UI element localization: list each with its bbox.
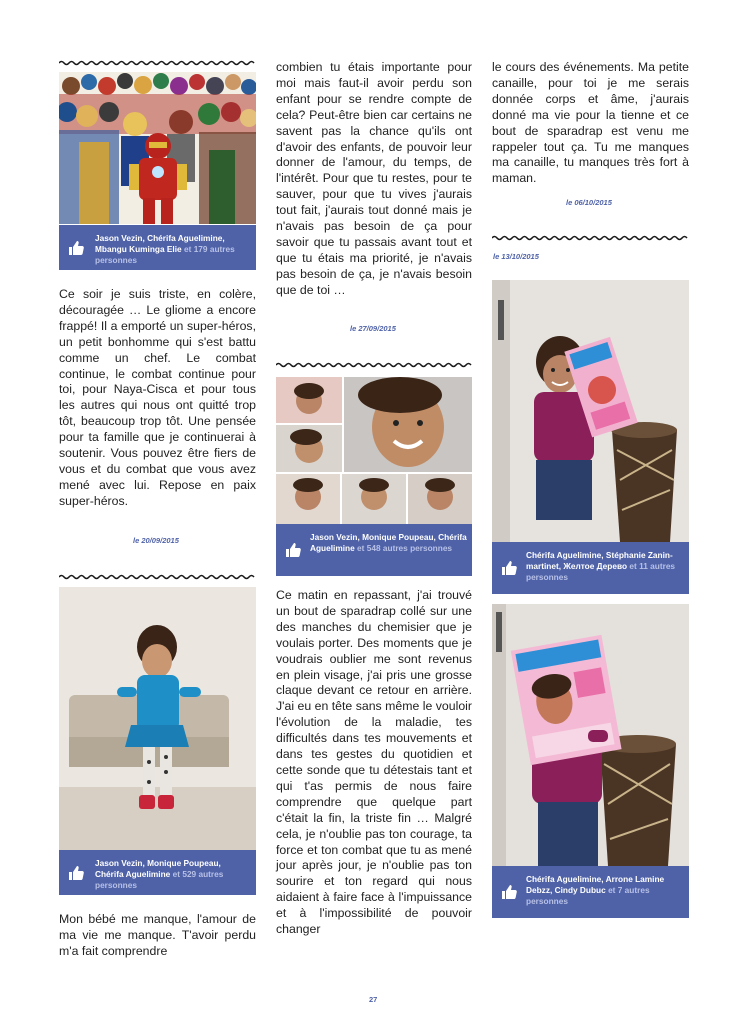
thumbs-up-icon xyxy=(67,239,85,257)
likes-names: Jason Vezin, Monique Poupeau, Chérifa Aguelimine xyxy=(310,532,467,553)
page-number: 27 xyxy=(369,995,378,1004)
likes-bar xyxy=(59,850,256,895)
likes-names: Jason Vezin, Chérifa Aguelimine, Mbangu Kuminga Elie xyxy=(95,233,225,254)
post-text-continued: le cours des événements. Ma petite canaille, pour toi je me serais donnée corps et âme, j'aurais donné ma vie pour la tienne et ce bout de sparadrap est venu me rappeler tout ça. Tu me manques ma canaille, tu manques très fort à maman. xyxy=(492,60,689,186)
child-with-book-photo xyxy=(492,280,689,542)
post-date: le 27/09/2015 xyxy=(350,324,396,333)
divider-wave xyxy=(59,60,256,66)
thumbs-up-icon xyxy=(500,559,518,577)
likes-count: 11 autres personnes xyxy=(526,561,676,582)
child-standing-photo xyxy=(59,587,256,850)
superhero-photo xyxy=(59,72,256,224)
thumbs-up-icon xyxy=(284,541,302,559)
photo-collage xyxy=(276,377,472,524)
likes-bar xyxy=(59,225,256,270)
likes-bar xyxy=(492,866,689,918)
likes-connector: et xyxy=(183,244,192,254)
likes-connector: et xyxy=(608,885,616,895)
likes-connector: et xyxy=(629,561,637,571)
post-date: le 06/10/2015 xyxy=(566,198,612,207)
likes-bar xyxy=(492,542,689,594)
divider-wave xyxy=(276,362,472,368)
likes-count: 7 autres personnes xyxy=(526,885,650,906)
likes-count: 179 autres personnes xyxy=(95,244,235,265)
thumbs-up-icon xyxy=(67,864,85,882)
post-text: Ce matin en repassant, j'ai trouvé un bout de sparadrap collé sur une des manches du chemisier que je voulais porter. Des moments que je voudrais oublier me sont revenus en plein visage, j'ai pris une grosse claque devant ce retour en arrière. J'ai eu en tête sans même le vouloir l'évolution de la maladie, tes difficultés dans tes mouvements et dans tes gestes du quotidien et cette sonde que tu détestais tant et qui t'as permis de nous faire comprendre que quelque part c'était la fin, la triste fin … Malgré cela, je n'oublie pas ton courage, ta force et ton combat que tu as mené jour après jour, je n'oublie pas ton sourire et ton regard qui nous aidaient à faire face à l'impuissance et à l'impossibilité de pouvoir changer xyxy=(276,588,472,937)
likes-bar xyxy=(276,524,472,576)
post-text-continued: combien tu étais importante pour moi mais faut-il avoir perdu son enfant pour se rendre compte de cela? Peut-être bien car certains ne savent pas la chance qu'ils ont d'avoir des enfants, de pouvoir leur donner de l'amour, du temps, de l'intérêt. Pour que tu restes, pour te sauver, pour que tu vives j'aurais tout fait, j'aurais tout donné mais je n'avais pas besoin de ça pour savoir que tu passais avant tout et que tu étais ma priorité, je n'avais pas besoin de ça, je n'avais besoin que de toi … xyxy=(276,60,472,297)
post-text: Mon bébé me manque, l'amour de ma vie me manque. T'avoir perdu m'a fait comprendre xyxy=(59,912,256,958)
likes-names: Chérifa Aguelimine, Stéphanie Zanin-martinet, Желтое Дерево xyxy=(526,550,673,571)
child-behind-book-photo xyxy=(492,604,689,866)
likes-names: Jason Vezin, Monique Poupeau, Chérifa Aguelimine xyxy=(95,858,221,879)
likes-connector: et xyxy=(357,543,365,553)
post-date: le 20/09/2015 xyxy=(133,536,179,545)
post-date: le 13/10/2015 xyxy=(493,252,539,261)
likes-count: 529 autres personnes xyxy=(95,869,224,890)
likes-count: 548 autres personnes xyxy=(366,543,453,553)
post-text: Ce soir je suis triste, en colère, découragée … Le gliome a encore frappé! Il a emporté un super-héros, un petit bonhomme qui s'est battu comme un chef. Le combat continue, le combat continue pour toi, pour Naya-Cisca et pour tous les autres qui nous ont quitté trop tôt, beaucoup trop tôt. Une pensée pour ta famille que je continuerai à soutenir. Vous pouvez être fiers de vous et du combat que vous avez mené avec lui. Repose en paix super-héros. xyxy=(59,287,256,508)
likes-names: Chérifa Aguelimine, Arrone Lamine Debzz, Cindy Dubuc xyxy=(526,874,665,895)
divider-wave xyxy=(492,235,689,241)
likes-connector: et xyxy=(172,869,181,879)
divider-wave xyxy=(59,574,256,580)
thumbs-up-icon xyxy=(500,883,518,901)
